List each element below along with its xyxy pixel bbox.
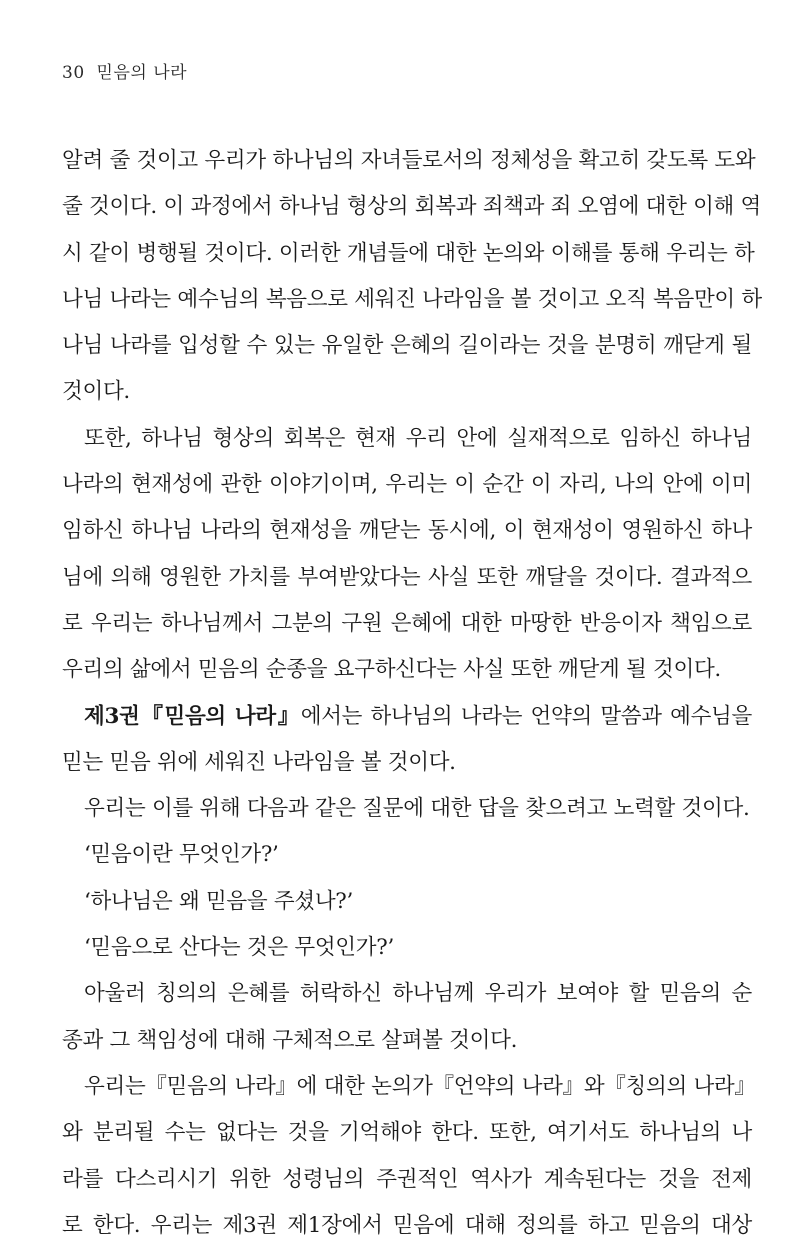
text-line: 로 우리는 하나님께서 그분의 구원 은혜에 대한 마땅한 반응이자 책임으로	[62, 610, 752, 636]
text-line: 와 분리될 수는 없다는 것을 기억해야 한다. 또한, 여기서도 하나님의 나	[62, 1120, 752, 1146]
question-quote: ‘하나님은 왜 믿음을 주셨나?’	[84, 888, 354, 914]
text-line: 임하신 하나님 나라의 현재성을 깨닫는 동시에, 이 현재성이 영원하신 하나	[62, 518, 752, 544]
text-line: 종과 그 책임성에 대해 구체적으로 살펴볼 것이다.	[62, 1027, 518, 1053]
question-quote: ‘믿음이란 무엇인가?’	[84, 842, 279, 868]
text-line: 나님 나라는 예수님의 복음으로 세워진 나라임을 볼 것이고 오직 복음만이 하	[62, 286, 762, 312]
text-line: 님에 의해 영원한 가치를 부여받았다는 사실 또한 깨달을 것이다. 결과적으	[62, 564, 752, 590]
text-line: 나님 나라를 입성할 수 있는 유일한 은혜의 길이라는 것을 분명히 깨닫게 될	[62, 333, 752, 359]
text-line: 우리의 삶에서 믿음의 순종을 요구하신다는 사실 또한 깨닫게 될 것이다.	[62, 657, 721, 683]
body-text	[62, 138, 762, 1249]
question-quote: ‘믿음으로 산다는 것은 무엇인가?’	[84, 935, 394, 961]
text-line: 아울러 칭의의 은혜를 허락하신 하나님께 우리가 보여야 할 믿음의 순	[84, 981, 752, 1007]
running-header	[62, 58, 187, 83]
text-line: 나라의 현재성에 관한 이야기이며, 우리는 이 순간 이 자리, 나의 안에 이미	[62, 472, 752, 498]
paragraph	[62, 416, 752, 694]
text-line: 것이다.	[62, 379, 130, 405]
paragraph	[62, 694, 752, 787]
text-line: 우리는 이를 위해 다음과 같은 질문에 대한 답을 찾으려고 노력할 것이다.	[84, 796, 750, 822]
question-list	[62, 832, 752, 971]
text-line: 줄 것이다. 이 과정에서 하나님 형상의 회복과 죄책과 죄 오염에 대한 이해 역	[62, 194, 762, 220]
book-title: 믿음의 나라	[96, 63, 188, 83]
text-line: 믿는 믿음 위에 세워진 나라임을 볼 것이다.	[62, 749, 456, 775]
text-line: 또한, 하나님 형상의 회복은 현재 우리 안에 실재적으로 임하신 하나님	[84, 425, 752, 451]
text-line: 우리는『믿음의 나라』에 대한 논의가『언약의 나라』와『칭의의 나라』	[84, 1073, 756, 1099]
paragraph	[62, 138, 762, 416]
text-line: 로 한다. 우리는 제3권 제1장에서 믿음에 대해 정의를 하고 믿음의 대상	[62, 1212, 752, 1238]
text-line: 라를 다스리시기 위한 성령님의 주권적인 역사가 계속된다는 것을 전제	[62, 1166, 752, 1192]
text-line: 알려 줄 것이고 우리가 하나님의 자녀들로서의 정체성을 확고히 갖도록 도와	[62, 148, 756, 173]
text-line	[62, 694, 752, 740]
paragraph	[62, 1064, 756, 1249]
text-span: 에서는 하나님의 나라는 언약의 말씀과 예수님을	[300, 703, 752, 729]
page-number: 30	[62, 63, 85, 83]
text-line: 시 같이 병행될 것이다. 이러한 개념들에 대한 논의와 이해를 통해 우리는 하	[62, 240, 755, 266]
paragraph	[62, 786, 752, 832]
paragraph	[62, 971, 752, 1064]
bold-book-reference: 제3권『믿음의 나라』	[84, 703, 301, 729]
